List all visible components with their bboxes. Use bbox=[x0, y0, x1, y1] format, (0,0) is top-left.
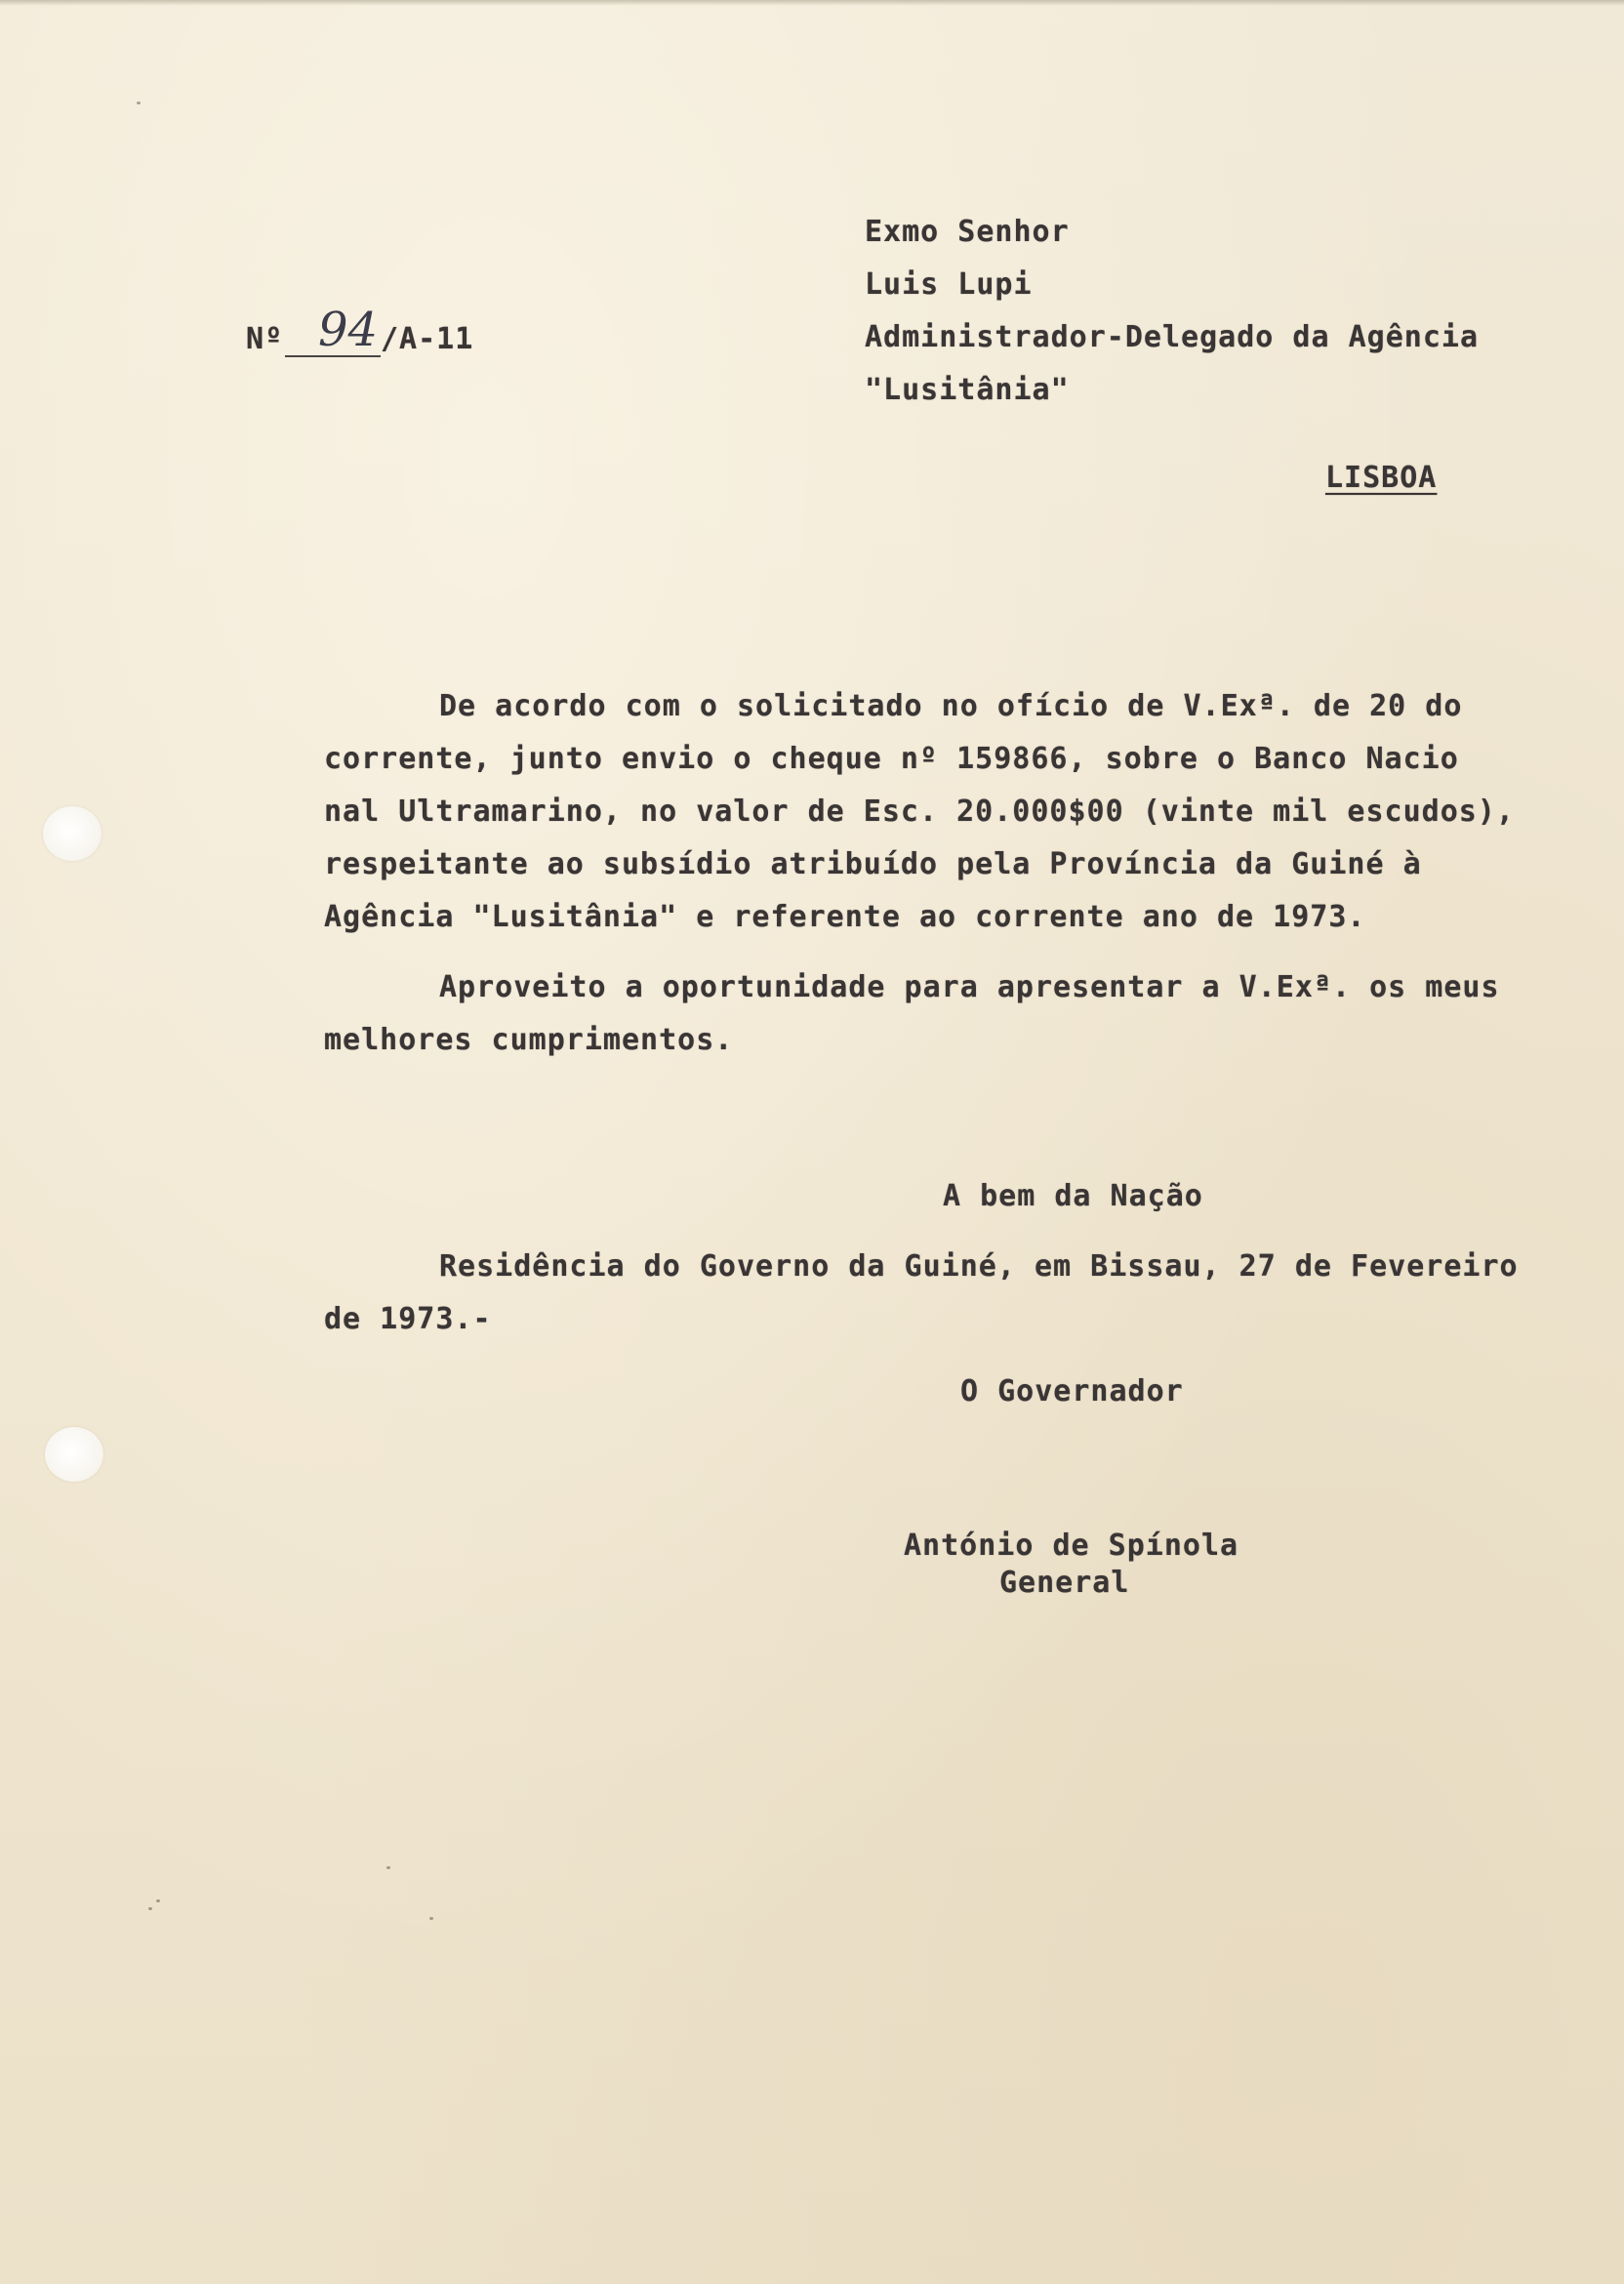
signatory-rank: General bbox=[999, 1566, 1130, 1600]
body-paragraph-2-line-2: melhores cumprimentos. bbox=[324, 1023, 734, 1057]
closing-title: O Governador bbox=[960, 1374, 1184, 1408]
punch-hole-top bbox=[43, 806, 102, 861]
paper-speck bbox=[429, 1917, 433, 1920]
top-edge-shadow bbox=[0, 0, 1624, 6]
body-paragraph-1-line-5: Agência "Lusitânia" e referente ao corrente ano de 1973. bbox=[324, 900, 1366, 934]
body-paragraph-1-line-1: De acordo com o solicitado no ofício de V.Exª. de 20 do bbox=[439, 689, 1463, 723]
body-paragraph-2-line-1: Aproveito a oportunidade para apresentar a V.Exª. os meus bbox=[439, 970, 1500, 1004]
reference-suffix: /A-11 bbox=[381, 322, 474, 356]
paper-speck bbox=[386, 1866, 390, 1869]
paper-speck bbox=[148, 1907, 152, 1910]
closing-place-date-line-2: de 1973.- bbox=[324, 1302, 492, 1336]
body-paragraph-1-line-2: corrente, junto envio o cheque nº 159866, sobre o Banco Nacio bbox=[324, 742, 1459, 776]
reference-prefix: Nº bbox=[246, 322, 284, 356]
closing-motto: A bem da Nação bbox=[943, 1179, 1203, 1213]
addressee-agency: "Lusitânia" bbox=[865, 373, 1070, 407]
addressee-salutation: Exmo Senhor bbox=[865, 215, 1070, 249]
punch-hole-bottom bbox=[45, 1427, 103, 1482]
closing-place-date-line-1: Residência do Governo da Guiné, em Bissau, 27 de Fevereiro bbox=[439, 1249, 1519, 1284]
addressee-city: LISBOA bbox=[1325, 461, 1438, 495]
paper-speck bbox=[137, 102, 141, 104]
reference-number: 94 bbox=[318, 303, 379, 357]
addressee-position: Administrador-Delegado da Agência bbox=[865, 320, 1480, 354]
body-paragraph-1-line-4: respeitante ao subsídio atribuído pela Província da Guiné à bbox=[324, 847, 1422, 881]
paper-speck bbox=[156, 1899, 160, 1902]
signatory-name: António de Spínola bbox=[904, 1529, 1239, 1563]
body-paragraph-1-line-3: nal Ultramarino, no valor de Esc. 20.000$00 (vinte mil escudos), bbox=[324, 795, 1515, 829]
addressee-name: Luis Lupi bbox=[865, 267, 1033, 302]
